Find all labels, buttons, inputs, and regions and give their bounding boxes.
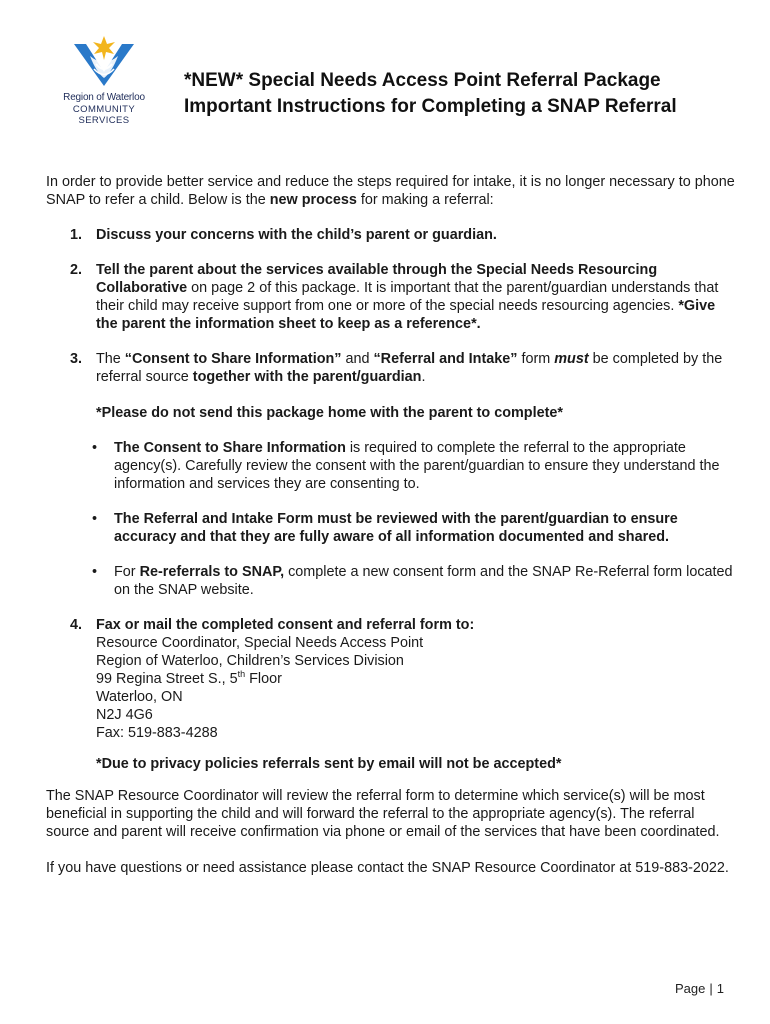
step-1-text: Discuss your concerns with the child’s parent or guardian. bbox=[96, 227, 497, 243]
logo-text-community-services: COMMUNITY SERVICES bbox=[72, 104, 136, 126]
step-3 bbox=[46, 350, 736, 599]
step-3-text: and bbox=[341, 351, 374, 367]
page-title bbox=[184, 68, 677, 120]
bullet-text: The Referral and Intake Form must be reviewed with the parent/guardian to ensure accuracy and that they are fully aware of all information documented and shared. bbox=[114, 511, 678, 545]
step-1 bbox=[46, 226, 736, 244]
street-address: 99 Regina Street S., 5 bbox=[96, 671, 238, 687]
page-separator: | bbox=[709, 981, 713, 996]
intro-text-end: for making a referral: bbox=[356, 192, 494, 208]
address-line: Resource Coordinator, Special Needs Access Point bbox=[96, 635, 424, 651]
document-body bbox=[46, 173, 736, 877]
bullet-heading: The Consent to Share Information bbox=[114, 440, 346, 456]
consent-form-name: “Consent to Share Information” bbox=[124, 351, 342, 367]
referral-form-name: “Referral and Intake” bbox=[373, 351, 518, 367]
step-number: 1. bbox=[70, 227, 83, 243]
closing-paragraph: The SNAP Resource Coordinator will review the referral form to determine which service(s) will be most beneficial in supporting the child and will forward the referral to the appropriate agency(s). The referral source and parent will receive confirmation via phone or email of the services that have been coordinated. bbox=[46, 788, 720, 840]
bullet-referral-intake bbox=[96, 510, 736, 546]
bullet-text: For bbox=[114, 564, 140, 580]
step-2-text: on page 2 of this package. It is important that the parent/guardian understands that their child may receive support from one or more of the special needs resourcing agencies. bbox=[96, 280, 719, 314]
bullet-heading: Re-referrals to SNAP, bbox=[139, 564, 285, 580]
contact-paragraph: If you have questions or need assistance please contact the SNAP Resource Coordinator at 519-883-2022. bbox=[46, 860, 729, 876]
logo-mark-icon bbox=[72, 34, 136, 90]
step-3-text: . bbox=[421, 369, 426, 385]
mailing-address bbox=[96, 634, 736, 742]
step-4-text: Fax or mail the completed consent and referral form to: bbox=[96, 617, 475, 633]
address-line: Region of Waterloo, Children’s Services Division bbox=[96, 653, 404, 669]
must-emphasis: must bbox=[554, 351, 589, 367]
bullet-re-referrals bbox=[96, 563, 736, 599]
intro-paragraph bbox=[46, 173, 736, 209]
do-not-send-note: *Please do not send this package home with the parent to complete* bbox=[96, 405, 563, 421]
page-label: Page bbox=[675, 981, 706, 996]
postal-code: N2J 4G6 bbox=[96, 707, 153, 723]
step-3-text: be completed by the referral source bbox=[96, 351, 723, 385]
title-line-2: Important Instructions for Completing a SNAP Referral bbox=[184, 96, 677, 117]
intro-emphasis: new process bbox=[269, 192, 357, 208]
step-3-text: form bbox=[517, 351, 555, 367]
bullet-consent bbox=[96, 439, 736, 493]
step-number: 2. bbox=[70, 262, 83, 278]
step-2-emphasis: *Give the parent the information sheet to keep as a reference*. bbox=[96, 298, 716, 332]
address-line bbox=[96, 670, 736, 688]
page-number bbox=[675, 981, 724, 996]
bullet-text: is required to complete the referral to the appropriate agency(s). Carefully review the consent with the parent/guardian to ensure they understand the information and services they are consenting to. bbox=[114, 440, 720, 492]
step-2-heading: Tell the parent about the services available through the Special Needs Resourcing Collaborative bbox=[96, 262, 658, 296]
ordinal-suffix: th bbox=[237, 669, 246, 680]
bullet-text: complete a new consent form and the SNAP Re-Referral form located on the SNAP website. bbox=[114, 564, 733, 598]
step-number: 3. bbox=[70, 351, 83, 367]
privacy-note: *Due to privacy policies referrals sent by email will not be accepted* bbox=[96, 756, 562, 772]
step-2 bbox=[46, 261, 736, 333]
together-emphasis: together with the parent/guardian bbox=[192, 369, 422, 385]
title-line-1: *NEW* Special Needs Access Point Referral Package bbox=[184, 70, 661, 91]
logo-text-region: Region of Waterloo bbox=[63, 92, 145, 103]
page-num: 1 bbox=[716, 981, 724, 996]
intro-text: In order to provide better service and reduce the steps required for intake, it is no longer necessary to phone SNAP to refer a child. Below is the bbox=[46, 174, 735, 208]
floor-label: Floor bbox=[245, 671, 282, 687]
step-3-bullets bbox=[96, 439, 736, 599]
fax-number: Fax: 519-883-4288 bbox=[96, 725, 218, 741]
region-of-waterloo-logo bbox=[52, 34, 156, 126]
step-number: 4. bbox=[70, 617, 83, 633]
step-3-text: The bbox=[96, 351, 125, 367]
steps-list bbox=[46, 226, 736, 742]
step-4 bbox=[46, 616, 736, 742]
address-line: Waterloo, ON bbox=[96, 689, 183, 705]
